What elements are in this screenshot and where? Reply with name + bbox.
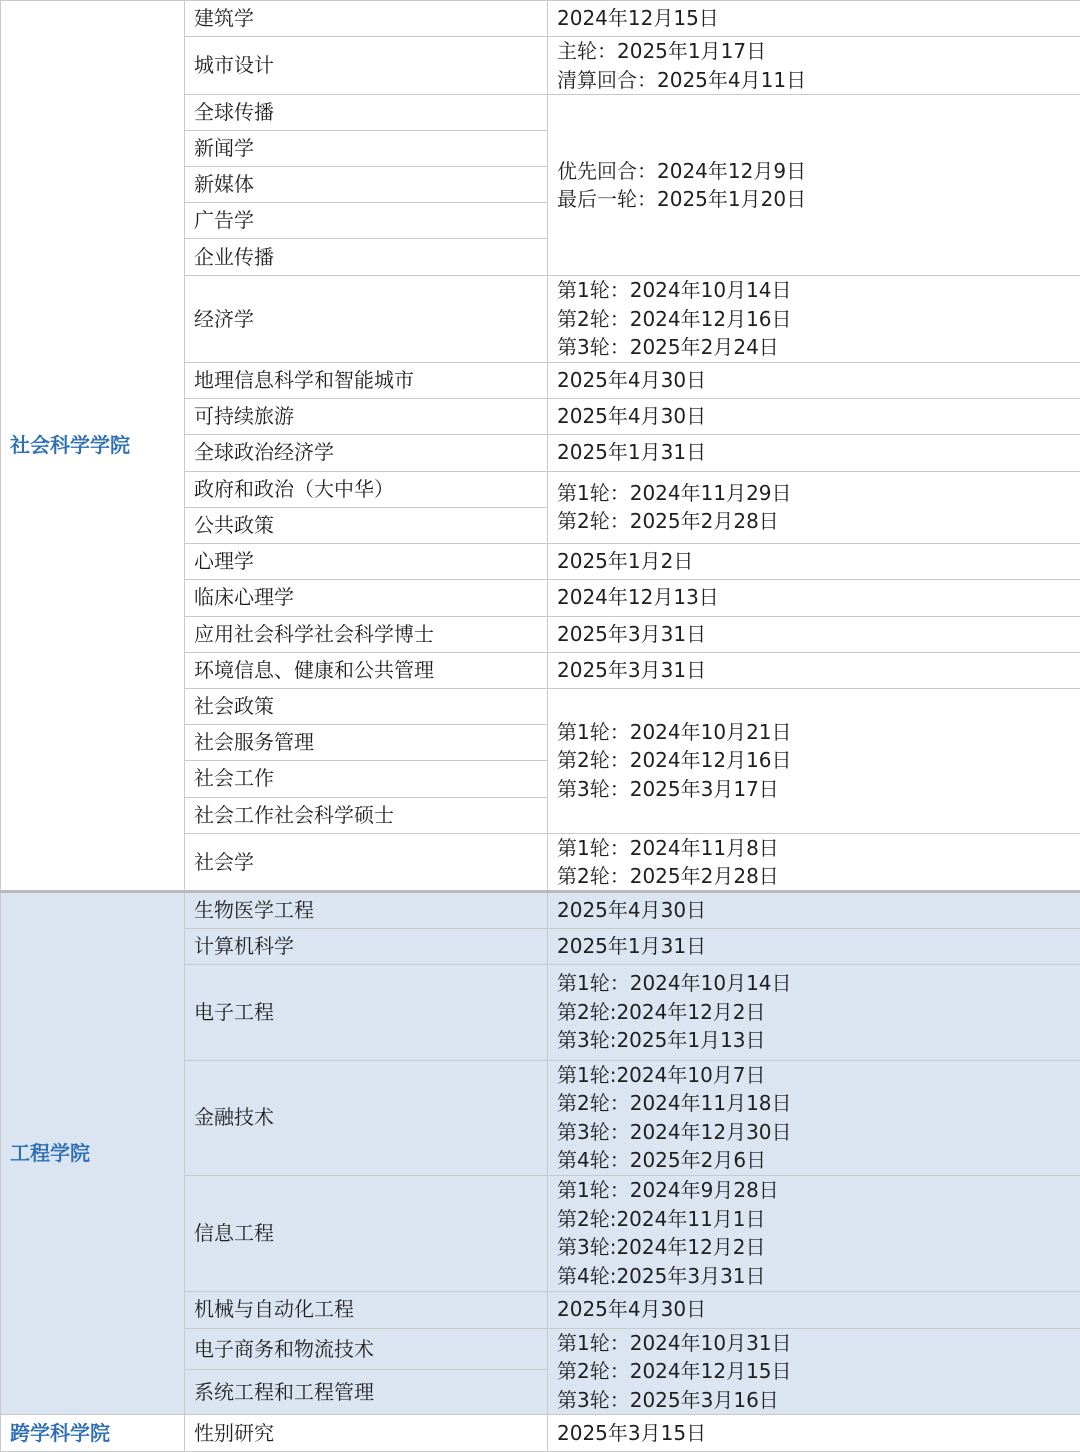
deadline-cell	[548, 1291, 1080, 1328]
deadline-line: 优先回合：2024年12月9日	[557, 157, 1071, 186]
program-name: 全球政治经济学	[185, 434, 548, 471]
deadline-line: 第1轮：2024年10月31日	[557, 1329, 1071, 1358]
deadline-line: 第3轮：2025年3月16日	[557, 1386, 1071, 1415]
deadline-cell	[548, 891, 1080, 928]
program-name: 系统工程和工程管理	[185, 1370, 548, 1415]
deadline-line: 第2轮：2025年2月28日	[557, 507, 1071, 536]
deadline-line: 主轮：2025年1月17日	[557, 37, 1071, 66]
deadline-line: 2024年12月15日	[557, 4, 1071, 33]
program-name: 计算机科学	[185, 928, 548, 964]
deadline-line: 最后一轮：2025年1月20日	[557, 185, 1071, 214]
deadline-cell	[548, 579, 1080, 616]
deadline-line: 第1轮:2024年10月7日	[557, 1061, 1071, 1090]
deadline-line: 第2轮:2024年11月1日	[557, 1205, 1071, 1234]
deadline-line: 第2轮：2025年2月28日	[557, 862, 1071, 891]
deadline-cell	[548, 928, 1080, 964]
program-name: 生物医学工程	[185, 891, 548, 928]
deadline-line: 2025年3月31日	[557, 620, 1071, 649]
deadline-line: 第1轮：2024年10月14日	[557, 276, 1071, 305]
deadline-cell	[548, 1415, 1080, 1452]
deadline-cell	[548, 95, 1080, 276]
deadline-line: 2025年1月31日	[557, 438, 1071, 467]
deadline-cell	[548, 471, 1080, 543]
deadline-cell	[548, 1175, 1080, 1291]
table-row	[1, 891, 1080, 928]
deadline-line: 第4轮：2025年2月6日	[557, 1146, 1071, 1175]
school-name: 跨学科学院	[1, 1415, 185, 1452]
program-name: 信息工程	[185, 1175, 548, 1291]
program-name: 电子商务和物流技术	[185, 1328, 548, 1370]
program-name: 城市设计	[185, 37, 548, 95]
deadline-cell	[548, 362, 1080, 398]
deadline-cell	[548, 688, 1080, 833]
deadline-line: 2025年4月30日	[557, 1295, 1071, 1324]
deadline-line: 第2轮：2024年11月18日	[557, 1089, 1071, 1118]
program-name: 社会学	[185, 833, 548, 891]
program-name: 心理学	[185, 543, 548, 579]
program-name: 应用社会科学社会科学博士	[185, 616, 548, 652]
deadline-line: 第4轮:2025年3月31日	[557, 1262, 1071, 1291]
deadline-line: 第1轮：2024年10月14日	[557, 969, 1071, 998]
table-row	[1, 1, 1080, 37]
program-name: 社会服务管理	[185, 724, 548, 760]
school-name: 社会科学学院	[1, 1, 185, 892]
deadline-cell	[548, 1, 1080, 37]
deadline-line: 第2轮：2024年12月16日	[557, 305, 1071, 334]
deadline-line: 第3轮：2025年3月17日	[557, 775, 1071, 804]
program-name: 企业传播	[185, 239, 548, 276]
deadline-line: 清算回合：2025年4月11日	[557, 66, 1071, 95]
deadline-cell	[548, 398, 1080, 434]
program-name: 电子工程	[185, 964, 548, 1060]
table-row	[1, 1415, 1080, 1452]
program-name: 社会政策	[185, 688, 548, 724]
deadline-cell	[548, 616, 1080, 652]
deadline-cell	[548, 37, 1080, 95]
program-name: 经济学	[185, 276, 548, 363]
program-name: 社会工作社会科学硕士	[185, 797, 548, 833]
program-name: 可持续旅游	[185, 398, 548, 434]
program-name: 建筑学	[185, 1, 548, 37]
deadline-cell	[548, 833, 1080, 891]
deadline-line: 2025年3月15日	[557, 1419, 1071, 1448]
deadline-cell	[548, 543, 1080, 579]
deadline-cell	[548, 1328, 1080, 1415]
program-name: 性别研究	[185, 1415, 548, 1452]
deadline-line: 2025年3月31日	[557, 656, 1071, 685]
deadline-cell	[548, 964, 1080, 1060]
program-name: 新媒体	[185, 167, 548, 203]
deadline-cell	[548, 276, 1080, 363]
program-name: 机械与自动化工程	[185, 1291, 548, 1328]
deadline-line: 2025年1月2日	[557, 547, 1071, 576]
deadline-line: 2025年4月30日	[557, 366, 1071, 395]
deadline-cell	[548, 434, 1080, 471]
deadline-line: 第3轮:2024年12月2日	[557, 1233, 1071, 1262]
school-name: 工程学院	[1, 891, 185, 1415]
deadline-line: 第3轮：2025年2月24日	[557, 333, 1071, 362]
program-name: 环境信息、健康和公共管理	[185, 652, 548, 688]
deadline-line: 第1轮：2024年11月29日	[557, 479, 1071, 508]
deadline-cell	[548, 1060, 1080, 1175]
deadline-line: 2025年4月30日	[557, 896, 1071, 925]
deadline-line: 第1轮：2024年9月28日	[557, 1176, 1071, 1205]
deadline-line: 第2轮：2024年12月16日	[557, 746, 1071, 775]
program-name: 公共政策	[185, 507, 548, 543]
program-name: 新闻学	[185, 131, 548, 167]
program-name: 金融技术	[185, 1060, 548, 1175]
program-name: 广告学	[185, 203, 548, 239]
program-name: 全球传播	[185, 95, 548, 131]
program-name: 地理信息科学和智能城市	[185, 362, 548, 398]
program-name: 政府和政治（大中华）	[185, 471, 548, 507]
deadline-line: 2025年4月30日	[557, 402, 1071, 431]
deadline-cell	[548, 652, 1080, 688]
deadline-line: 第2轮：2024年12月15日	[557, 1357, 1071, 1386]
deadline-line: 第3轮：2024年12月30日	[557, 1118, 1071, 1147]
deadline-line: 2024年12月13日	[557, 583, 1071, 612]
program-name: 临床心理学	[185, 579, 548, 616]
deadline-line: 第1轮：2024年10月21日	[557, 718, 1071, 747]
deadline-line: 2025年1月31日	[557, 932, 1071, 961]
deadline-line: 第3轮:2025年1月13日	[557, 1026, 1071, 1055]
program-name: 社会工作	[185, 760, 548, 797]
deadline-line: 第2轮:2024年12月2日	[557, 998, 1071, 1027]
deadline-line: 第1轮：2024年11月8日	[557, 834, 1071, 863]
